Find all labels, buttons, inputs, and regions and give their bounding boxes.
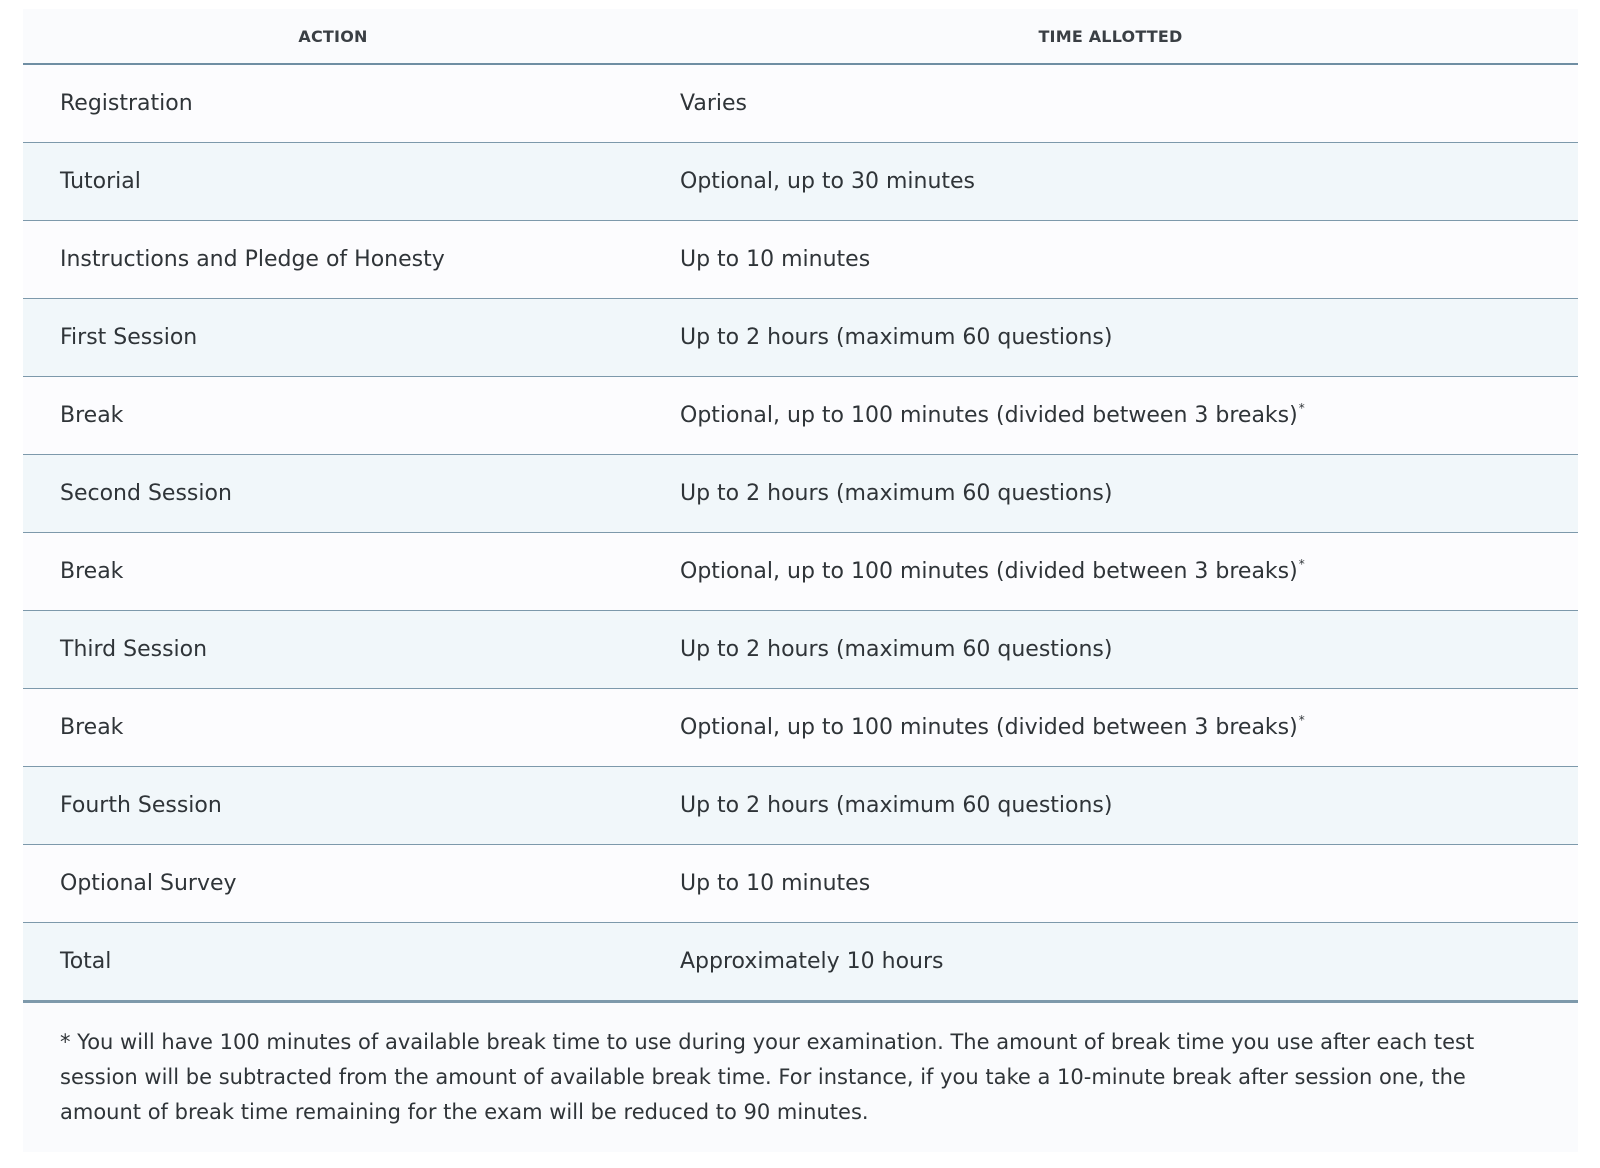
time-allotted-cell	[643, 143, 1578, 221]
time-allotted-cell	[643, 611, 1578, 689]
table-row	[23, 377, 1578, 455]
action-cell: Tutorial	[23, 143, 643, 221]
time-allotted-text: Optional, up to 100 minutes (divided between 3 breaks)	[680, 403, 1298, 428]
time-allotted-cell	[643, 767, 1578, 845]
time-allotted-text: Optional, up to 100 minutes (divided between 3 breaks)	[680, 559, 1298, 584]
table-row	[23, 611, 1578, 689]
action-cell: First Session	[23, 299, 643, 377]
schedule-table	[23, 9, 1578, 1003]
header-row	[23, 9, 1578, 64]
time-allotted-text: Up to 2 hours (maximum 60 questions)	[680, 325, 1113, 350]
table-row	[23, 845, 1578, 923]
time-allotted-text: Up to 2 hours (maximum 60 questions)	[680, 481, 1113, 506]
table-row	[23, 533, 1578, 611]
time-allotted-cell	[643, 923, 1578, 1002]
time-allotted-text: Approximately 10 hours	[680, 949, 944, 974]
table-row	[23, 299, 1578, 377]
time-allotted-text: Up to 2 hours (maximum 60 questions)	[680, 637, 1113, 662]
column-header-action: ACTION	[23, 9, 643, 64]
table-row	[23, 64, 1578, 143]
time-allotted-cell	[643, 455, 1578, 533]
time-allotted-cell	[643, 845, 1578, 923]
time-allotted-text: Optional, up to 100 minutes (divided between 3 breaks)	[680, 715, 1298, 740]
action-cell: Fourth Session	[23, 767, 643, 845]
action-cell: Total	[23, 923, 643, 1002]
action-cell: Optional Survey	[23, 845, 643, 923]
time-allotted-cell	[643, 299, 1578, 377]
table-row	[23, 221, 1578, 299]
table-row	[23, 143, 1578, 221]
table-row	[23, 923, 1578, 1002]
action-cell: Break	[23, 377, 643, 455]
table-row	[23, 689, 1578, 767]
action-cell: Break	[23, 533, 643, 611]
action-cell: Instructions and Pledge of Honesty	[23, 221, 643, 299]
exam-schedule-panel	[23, 9, 1578, 1152]
footnote-marker: *	[1298, 401, 1305, 415]
footnote-marker: *	[1298, 713, 1305, 727]
time-allotted-cell	[643, 377, 1578, 455]
table-header	[23, 9, 1578, 64]
action-cell: Third Session	[23, 611, 643, 689]
time-allotted-cell	[643, 533, 1578, 611]
time-allotted-cell	[643, 64, 1578, 143]
time-allotted-cell	[643, 689, 1578, 767]
time-allotted-cell	[643, 221, 1578, 299]
break-time-footnote: * You will have 100 minutes of available break time to use during your examination. The amount of break time you use after each test session will be subtracted from the amount of available break time. For instance, if you take a 10-minute break after session one, the amount of break time remaining for the exam will be reduced to 90 minutes.	[23, 1003, 1578, 1152]
time-allotted-text: Optional, up to 30 minutes	[680, 169, 976, 194]
table-row	[23, 767, 1578, 845]
time-allotted-text: Varies	[680, 91, 747, 116]
action-cell: Break	[23, 689, 643, 767]
time-allotted-text: Up to 2 hours (maximum 60 questions)	[680, 793, 1113, 818]
table-body	[23, 64, 1578, 1002]
time-allotted-text: Up to 10 minutes	[680, 871, 871, 896]
footnote-marker: *	[1298, 557, 1305, 571]
action-cell: Second Session	[23, 455, 643, 533]
column-header-time-allotted: TIME ALLOTTED	[643, 9, 1578, 64]
table-row	[23, 455, 1578, 533]
action-cell: Registration	[23, 64, 643, 143]
time-allotted-text: Up to 10 minutes	[680, 247, 871, 272]
